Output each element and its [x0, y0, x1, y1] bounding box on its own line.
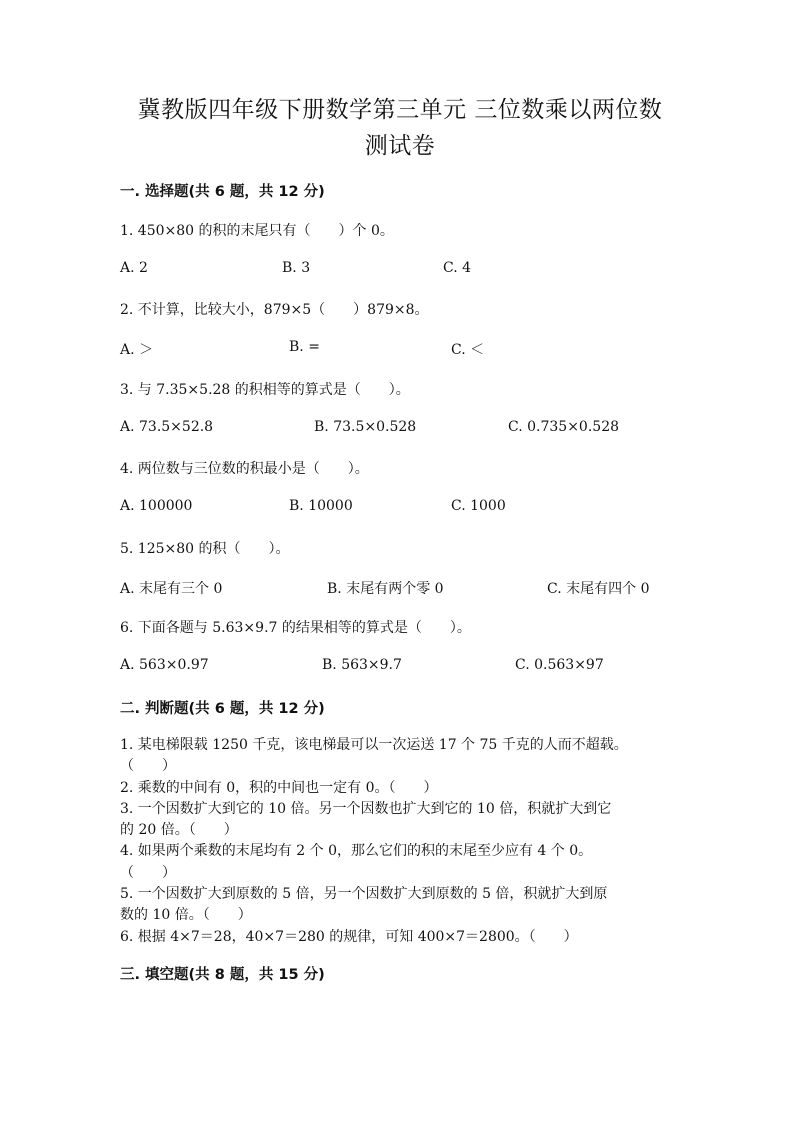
question-6-option-c: C. 0.563×97 — [515, 657, 604, 673]
question-3-option-a: A. 73.5×52.8 — [120, 419, 214, 435]
judgement-item-3-line-2: 的 20 倍。（ ） — [120, 822, 238, 839]
question-5-option-b: B. 末尾有两个零 0 — [327, 581, 444, 597]
question-3-option-c: C. 0.735×0.528 — [508, 419, 620, 435]
title-line-1: 冀教版四年级下册数学第三单元 三位数乘以两位数 — [137, 97, 663, 123]
question-4-option-c: C. 1000 — [451, 498, 506, 514]
question-6-option-a: A. 563×0.97 — [120, 657, 209, 673]
judgement-item-5 — [120, 884, 690, 927]
judgement-item-5-line-1: 5. 一个因数扩大到原数的 5 倍，另一个因数扩大到原数的 5 倍，积就扩大到原 — [120, 886, 608, 903]
judgement-item-4-line-2: （ ） — [120, 864, 176, 881]
question-6-option-b: B. 563×9.7 — [322, 657, 402, 673]
judgement-item-1 — [120, 735, 690, 778]
question-1-option-a: A. 2 — [120, 260, 148, 276]
judgement-list — [120, 735, 690, 948]
judgement-item-3-line-1: 3. 一个因数扩大到它的 10 倍。另一个因数也扩大到它的 10 倍，积就扩大到它 — [120, 800, 612, 817]
section-heading-fill-in: 三. 填空题(共 8 题，共 15 分) — [120, 967, 325, 983]
judgement-item-4-line-1: 4. 如果两个乘数的末尾均有 2 个 0，那么它们的积的末尾至少应有 4 个 0。 — [120, 843, 593, 860]
judgement-item-1-line-2: （ ） — [120, 758, 176, 775]
judgement-item-2 — [120, 778, 690, 799]
question-2-option-b: B. = — [289, 339, 320, 355]
question-5-option-a: A. 末尾有三个 0 — [120, 581, 223, 597]
section-heading-choice: 一. 选择题(共 6 题，共 12 分) — [120, 184, 325, 200]
judgement-item-1-line-1: 1. 某电梯限载 1250 千克，该电梯最可以一次运送 17 个 75 千克的人而不超载。 — [120, 737, 628, 753]
judgement-item-6 — [120, 927, 690, 948]
question-2: 2. 不计算，比较大小，879×5（ ）879×8。 — [120, 302, 429, 318]
question-1-option-c: C. 4 — [443, 260, 472, 276]
judgement-item-2-line-1: 2. 乘数的中间有 0，积的中间也一定有 0。（ ） — [120, 779, 438, 796]
judgement-item-5-line-2: 数的 10 倍。（ ） — [120, 907, 252, 924]
title-line-2: 测试卷 — [364, 133, 436, 159]
judgement-item-6-line-1: 6. 根据 4×7＝28，40×7＝280 的规律，可知 400×7＝2800。（ ） — [120, 928, 578, 945]
question-3: 3. 与 7.35×5.28 的积相等的算式是（ ）。 — [120, 382, 410, 398]
question-5: 5. 125×80 的积（ ）。 — [120, 541, 290, 557]
question-4-option-b: B. 10000 — [289, 498, 353, 514]
question-5-option-c: C. 末尾有四个 0 — [547, 581, 650, 597]
question-1: 1. 450×80 的积的末尾只有（ ）个 0。 — [120, 223, 394, 239]
question-2-option-c: C. ＜ — [451, 342, 485, 358]
page-title — [110, 92, 690, 164]
question-4: 4. 两位数与三位数的积最小是（ ）。 — [120, 461, 369, 477]
judgement-item-3 — [120, 799, 690, 842]
question-6: 6. 下面各题与 5.63×9.7 的结果相等的算式是（ ）。 — [120, 620, 471, 636]
question-4-option-a: A. 100000 — [120, 498, 193, 514]
question-1-option-b: B. 3 — [282, 260, 311, 276]
question-2-option-a: A. ＞ — [120, 342, 154, 358]
judgement-item-4 — [120, 841, 690, 884]
question-3-option-b: B. 73.5×0.528 — [314, 419, 417, 435]
section-heading-judgement: 二. 判断题(共 6 题，共 12 分) — [120, 701, 325, 717]
